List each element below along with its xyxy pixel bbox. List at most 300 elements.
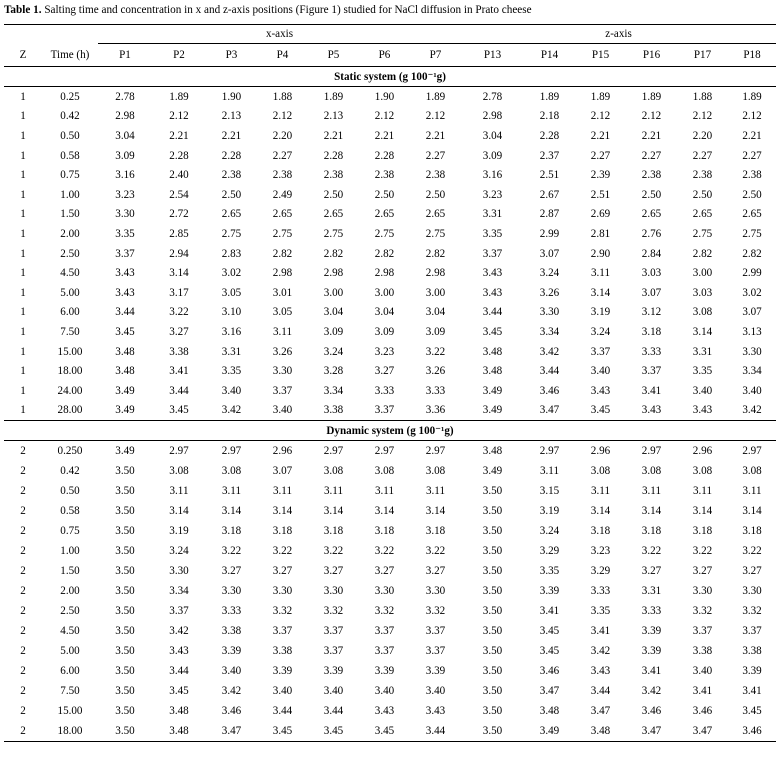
value-cell: 3.50 — [482, 685, 503, 698]
value-cell: 3.35 — [115, 227, 135, 240]
z-cell: 1 — [20, 208, 26, 221]
value-cell: 3.50 — [98, 721, 152, 742]
value-cell: 2.75 — [272, 227, 293, 240]
value-cell: 3.48 — [482, 345, 503, 358]
z-cell: 2 — [20, 505, 26, 518]
value-cell: 3.48 — [169, 705, 189, 718]
position-header-p5: P5 — [327, 49, 340, 61]
value-cell: 3.48 — [482, 445, 503, 458]
value-cell: 3.45 — [539, 625, 560, 638]
value-cell: 3.16 — [115, 169, 135, 182]
value-cell: 2.38 — [641, 169, 662, 182]
value-cell: 3.11 — [692, 485, 712, 498]
time-cell: 0.250 — [57, 445, 83, 458]
value-cell: 3.38 — [323, 404, 344, 417]
position-header-p13: P13 — [483, 49, 502, 61]
value-cell: 3.27 — [374, 565, 395, 578]
value-cell: 2.28 — [323, 149, 344, 162]
value-cell: 3.07 — [539, 247, 560, 260]
value-cell: 2.82 — [323, 247, 344, 260]
value-cell: 3.10 — [221, 306, 242, 319]
value-cell: 2.90 — [590, 247, 611, 260]
value-cell: 3.26 — [272, 345, 293, 358]
value-cell: 3.30 — [272, 585, 293, 598]
time-cell: 0.42 — [60, 110, 80, 123]
value-cell: 3.18 — [641, 325, 662, 338]
value-cell: 3.18 — [272, 525, 293, 538]
value-cell: 3.11 — [641, 485, 661, 498]
value-cell: 3.40 — [425, 685, 446, 698]
value-cell: 2.99 — [742, 267, 762, 280]
value-cell: 3.45 — [482, 325, 503, 338]
value-cell: 2.21 — [641, 129, 662, 142]
value-cell: 2.98 — [482, 110, 503, 123]
value-cell: 3.23 — [115, 188, 135, 201]
value-cell: 3.49 — [482, 404, 503, 417]
value-cell: 2.97 — [425, 445, 446, 458]
value-cell: 3.37 — [272, 625, 293, 638]
value-cell: 3.40 — [374, 685, 395, 698]
value-cell: 3.27 — [742, 565, 762, 578]
value-cell: 2.21 — [374, 129, 395, 142]
z-cell: 2 — [20, 685, 26, 698]
value-cell: 2.51 — [539, 169, 560, 182]
time-cell: 2.50 — [60, 605, 80, 618]
value-cell: 3.04 — [323, 306, 344, 319]
z-cell: 1 — [20, 129, 26, 142]
time-cell: 1.50 — [60, 208, 80, 221]
value-cell: 2.65 — [742, 208, 762, 221]
value-cell: 2.38 — [425, 169, 446, 182]
table-row — [4, 126, 776, 146]
value-cell: 3.40 — [221, 665, 242, 678]
z-column-header: Z — [19, 48, 27, 61]
table-row — [4, 661, 776, 681]
value-cell: 2.18 — [539, 110, 560, 123]
value-cell: 3.05 — [272, 306, 293, 319]
value-cell: 3.03 — [692, 286, 713, 299]
position-header-p15: P15 — [591, 49, 610, 61]
value-cell: 3.08 — [374, 465, 395, 478]
value-cell: 3.18 — [692, 525, 713, 538]
z-cell: 1 — [20, 325, 26, 338]
value-cell: 3.37 — [374, 645, 395, 658]
value-cell: 3.49 — [524, 721, 575, 742]
z-cell: 1 — [20, 169, 26, 182]
value-cell: 3.31 — [692, 345, 713, 358]
table-row — [4, 721, 776, 742]
value-cell: 2.65 — [221, 208, 242, 221]
value-cell: 2.96 — [692, 445, 713, 458]
value-cell: 3.41 — [641, 384, 662, 397]
value-cell: 3.04 — [115, 129, 135, 142]
value-cell: 3.41 — [641, 665, 662, 678]
value-cell: 3.09 — [374, 325, 395, 338]
position-header-p1: P1 — [119, 49, 131, 61]
value-cell: 3.31 — [221, 345, 242, 358]
value-cell: 3.22 — [425, 545, 446, 558]
value-cell: 3.01 — [272, 286, 293, 299]
x-axis-group-header: x-axis — [98, 25, 461, 44]
value-cell: 3.30 — [374, 585, 395, 598]
time-cell: 0.75 — [60, 169, 80, 182]
value-cell: 2.12 — [425, 110, 446, 123]
time-cell: 7.50 — [60, 325, 80, 338]
value-cell: 3.47 — [677, 721, 728, 742]
value-cell: 3.33 — [221, 605, 242, 618]
value-cell: 3.33 — [590, 585, 611, 598]
value-cell: 3.33 — [641, 345, 662, 358]
value-cell: 2.75 — [692, 227, 713, 240]
value-cell: 2.50 — [221, 188, 242, 201]
value-cell: 2.85 — [169, 227, 189, 240]
value-cell: 3.14 — [169, 267, 189, 280]
value-cell: 3.19 — [539, 505, 560, 518]
value-cell: 3.11 — [272, 485, 292, 498]
value-cell: 2.76 — [641, 227, 662, 240]
value-cell: 3.16 — [482, 169, 503, 182]
value-cell: 3.42 — [221, 404, 242, 417]
value-cell: 3.08 — [221, 465, 242, 478]
value-cell: 3.27 — [641, 565, 662, 578]
value-cell: 3.38 — [692, 645, 713, 658]
value-cell: 3.35 — [482, 227, 503, 240]
value-cell: 1.90 — [374, 90, 395, 103]
value-cell: 3.50 — [482, 505, 503, 518]
value-cell: 3.27 — [692, 565, 713, 578]
time-cell: 18.00 — [57, 365, 83, 378]
time-cell: 0.75 — [60, 525, 80, 538]
value-cell: 2.97 — [742, 445, 762, 458]
value-cell: 3.50 — [115, 565, 135, 578]
value-cell: 3.43 — [374, 705, 395, 718]
value-cell: 2.40 — [169, 169, 189, 182]
section-header-row — [4, 421, 776, 441]
value-cell: 3.27 — [323, 565, 344, 578]
value-cell: 3.50 — [482, 545, 503, 558]
value-cell: 2.13 — [221, 110, 242, 123]
value-cell: 2.83 — [221, 247, 242, 260]
value-cell: 1.89 — [590, 90, 611, 103]
value-cell: 3.18 — [590, 525, 611, 538]
value-cell: 3.32 — [425, 605, 446, 618]
value-cell: 3.50 — [115, 665, 135, 678]
value-cell: 3.00 — [323, 286, 344, 299]
value-cell: 2.82 — [742, 247, 762, 260]
table-row — [4, 263, 776, 283]
value-cell: 3.11 — [169, 485, 189, 498]
value-cell: 3.14 — [374, 505, 395, 518]
value-cell: 3.11 — [742, 485, 762, 498]
value-cell: 3.48 — [482, 365, 503, 378]
value-cell: 3.42 — [221, 685, 242, 698]
z-cell: 1 — [20, 188, 26, 201]
value-cell: 3.50 — [115, 705, 135, 718]
time-cell: 1.00 — [60, 188, 80, 201]
value-cell: 3.18 — [425, 525, 446, 538]
table-caption — [4, 4, 532, 16]
value-cell: 3.39 — [323, 665, 344, 678]
value-cell: 3.08 — [641, 465, 662, 478]
value-cell: 3.23 — [482, 188, 503, 201]
value-cell: 1.89 — [539, 90, 560, 103]
value-cell: 3.39 — [374, 665, 395, 678]
value-cell: 3.37 — [482, 247, 503, 260]
value-cell: 1.89 — [425, 90, 446, 103]
value-cell: 2.12 — [692, 110, 713, 123]
value-cell: 3.37 — [169, 605, 189, 618]
z-cell: 2 — [20, 445, 26, 458]
table-row — [4, 601, 776, 621]
table-row — [4, 521, 776, 541]
z-cell: 2 — [20, 545, 26, 558]
value-cell: 2.12 — [272, 110, 293, 123]
time-cell: 0.42 — [60, 465, 80, 478]
value-cell: 3.48 — [539, 705, 560, 718]
value-cell: 3.05 — [221, 286, 242, 299]
value-cell: 3.30 — [272, 365, 293, 378]
value-cell: 3.15 — [539, 485, 560, 498]
value-cell: 2.82 — [272, 247, 293, 260]
table-caption-label: Table 1. — [4, 4, 42, 16]
z-cell: 1 — [20, 267, 26, 280]
z-cell: 1 — [20, 90, 26, 103]
z-cell: 2 — [20, 625, 26, 638]
value-cell: 3.38 — [742, 645, 762, 658]
position-header-p2: P2 — [173, 49, 185, 61]
value-cell: 3.35 — [590, 605, 611, 618]
table-caption-text: Salting time and concentration in x and z-axis positions (Figure 1) studied for NaCl diffusion in Prato cheese — [41, 4, 532, 16]
value-cell: 3.42 — [590, 645, 611, 658]
value-cell: 3.08 — [169, 465, 189, 478]
z-cell: 2 — [4, 721, 42, 742]
value-cell: 3.39 — [272, 665, 293, 678]
value-cell: 3.14 — [272, 505, 293, 518]
time-cell: 24.00 — [57, 384, 83, 397]
value-cell: 1.90 — [221, 90, 242, 103]
z-cell: 2 — [20, 485, 26, 498]
value-cell: 3.37 — [590, 345, 611, 358]
value-cell: 3.42 — [539, 345, 560, 358]
table-row — [4, 361, 776, 381]
value-cell: 3.24 — [590, 325, 611, 338]
value-cell: 3.50 — [115, 625, 135, 638]
value-cell: 3.08 — [742, 465, 762, 478]
table-row — [4, 87, 776, 107]
value-cell: 3.11 — [425, 485, 445, 498]
value-cell: 2.96 — [590, 445, 611, 458]
position-header-p14: P14 — [540, 49, 559, 61]
value-cell: 3.30 — [692, 585, 713, 598]
value-cell: 2.75 — [323, 227, 344, 240]
value-cell: 3.30 — [221, 585, 242, 598]
value-cell: 2.38 — [323, 169, 344, 182]
value-cell: 3.14 — [169, 505, 189, 518]
value-cell: 3.46 — [221, 705, 242, 718]
value-cell: 3.50 — [482, 625, 503, 638]
value-cell: 3.22 — [272, 545, 293, 558]
value-cell: 3.29 — [539, 545, 560, 558]
value-cell: 2.12 — [169, 110, 189, 123]
value-cell: 3.17 — [169, 286, 189, 299]
value-cell: 3.50 — [115, 505, 135, 518]
z-cell: 2 — [20, 705, 26, 718]
value-cell: 2.72 — [169, 208, 189, 221]
time-cell: 6.00 — [60, 665, 80, 678]
value-cell: 2.82 — [692, 247, 713, 260]
value-cell: 3.45 — [539, 645, 560, 658]
position-header-p3: P3 — [225, 49, 238, 61]
value-cell: 2.75 — [425, 227, 446, 240]
value-cell: 3.37 — [323, 625, 344, 638]
table-row — [4, 303, 776, 323]
value-cell: 3.22 — [169, 306, 189, 319]
position-header-p4: P4 — [276, 49, 289, 61]
value-cell: 3.14 — [590, 286, 611, 299]
value-cell: 3.48 — [115, 345, 135, 358]
value-cell: 3.43 — [169, 645, 189, 658]
z-cell: 1 — [20, 306, 26, 319]
value-cell: 2.69 — [590, 208, 611, 221]
section-title: Static system (g 100⁻¹g) — [4, 67, 776, 87]
value-cell: 3.42 — [641, 685, 662, 698]
table-row — [4, 541, 776, 561]
value-cell: 3.27 — [425, 565, 446, 578]
value-cell: 3.37 — [272, 384, 293, 397]
value-cell: 3.43 — [115, 286, 135, 299]
value-cell: 3.40 — [590, 365, 611, 378]
value-cell: 3.50 — [115, 645, 135, 658]
value-cell: 3.44 — [272, 705, 293, 718]
value-cell: 3.50 — [115, 465, 135, 478]
value-cell: 2.65 — [323, 208, 344, 221]
value-cell: 2.21 — [221, 129, 242, 142]
time-cell: 18.00 — [42, 721, 98, 742]
value-cell: 3.03 — [641, 267, 662, 280]
value-cell: 2.67 — [539, 188, 560, 201]
value-cell: 2.65 — [425, 208, 446, 221]
value-cell: 3.45 — [742, 705, 762, 718]
table-row — [4, 401, 776, 421]
value-cell: 3.48 — [115, 365, 135, 378]
value-cell: 3.50 — [482, 645, 503, 658]
value-cell: 3.47 — [539, 685, 560, 698]
table-row — [4, 621, 776, 641]
value-cell: 2.38 — [374, 169, 395, 182]
value-cell: 3.00 — [692, 267, 713, 280]
value-cell: 2.94 — [169, 247, 189, 260]
value-cell: 3.18 — [641, 525, 662, 538]
value-cell: 3.30 — [323, 585, 344, 598]
value-cell: 2.84 — [641, 247, 662, 260]
value-cell: 3.14 — [221, 505, 242, 518]
value-cell: 3.18 — [374, 525, 395, 538]
value-cell: 3.50 — [482, 485, 503, 498]
value-cell: 3.43 — [425, 705, 446, 718]
value-cell: 2.75 — [221, 227, 242, 240]
table-row — [4, 342, 776, 362]
value-cell: 3.49 — [115, 445, 135, 458]
z-cell: 2 — [20, 645, 26, 658]
value-cell: 2.21 — [590, 129, 611, 142]
value-cell: 3.45 — [257, 721, 308, 742]
position-header-p16: P16 — [642, 49, 661, 61]
value-cell: 2.81 — [590, 227, 611, 240]
value-cell: 2.38 — [692, 169, 713, 182]
z-cell: 2 — [20, 465, 26, 478]
value-cell: 2.12 — [590, 110, 611, 123]
position-header-p18: P18 — [743, 49, 761, 61]
value-cell: 2.38 — [272, 169, 293, 182]
value-cell: 2.50 — [641, 188, 662, 201]
value-cell: 3.50 — [115, 485, 135, 498]
value-cell: 3.19 — [590, 306, 611, 319]
value-cell: 3.45 — [359, 721, 410, 742]
value-cell: 2.12 — [742, 110, 762, 123]
value-cell: 3.35 — [221, 365, 242, 378]
z-cell: 1 — [20, 110, 26, 123]
table-row — [4, 244, 776, 264]
value-cell: 2.21 — [323, 129, 344, 142]
value-cell: 3.31 — [482, 208, 503, 221]
value-cell: 3.14 — [692, 325, 713, 338]
value-cell: 2.37 — [539, 149, 560, 162]
value-cell: 3.37 — [641, 365, 662, 378]
value-cell: 2.27 — [272, 149, 293, 162]
value-cell: 2.65 — [692, 208, 713, 221]
table-row — [4, 501, 776, 521]
value-cell: 3.22 — [425, 345, 446, 358]
value-cell: 3.50 — [115, 585, 135, 598]
value-cell: 3.40 — [692, 384, 713, 397]
value-cell: 2.28 — [374, 149, 395, 162]
z-cell: 1 — [20, 345, 26, 358]
value-cell: 2.20 — [272, 129, 293, 142]
table-row — [4, 205, 776, 225]
value-cell: 3.44 — [115, 306, 135, 319]
position-header-p6: P6 — [378, 49, 391, 61]
value-cell: 2.99 — [539, 227, 560, 240]
value-cell: 3.23 — [374, 345, 395, 358]
value-cell: 2.21 — [742, 129, 762, 142]
time-cell: 2.50 — [60, 247, 80, 260]
value-cell: 3.11 — [323, 485, 343, 498]
value-cell: 2.98 — [374, 267, 395, 280]
value-cell: 3.37 — [374, 404, 395, 417]
value-cell: 3.43 — [482, 267, 503, 280]
z-cell: 1 — [20, 365, 26, 378]
value-cell: 3.41 — [590, 625, 611, 638]
value-cell: 3.33 — [425, 384, 446, 397]
value-cell: 3.24 — [539, 267, 560, 280]
value-cell: 3.22 — [692, 545, 713, 558]
value-cell: 3.41 — [742, 685, 762, 698]
value-cell: 3.30 — [425, 585, 446, 598]
value-cell: 2.38 — [742, 169, 762, 182]
value-cell: 3.27 — [272, 565, 293, 578]
value-cell: 3.37 — [374, 625, 395, 638]
value-cell: 3.30 — [115, 208, 135, 221]
value-cell: 3.14 — [692, 505, 713, 518]
value-cell: 2.87 — [539, 208, 560, 221]
z-cell: 1 — [20, 149, 26, 162]
value-cell: 3.22 — [742, 545, 762, 558]
value-cell: 3.43 — [590, 665, 611, 678]
z-axis-group-header: z-axis — [461, 25, 776, 44]
time-cell: 6.00 — [60, 306, 80, 319]
value-cell: 2.28 — [539, 129, 560, 142]
value-cell: 2.27 — [590, 149, 611, 162]
